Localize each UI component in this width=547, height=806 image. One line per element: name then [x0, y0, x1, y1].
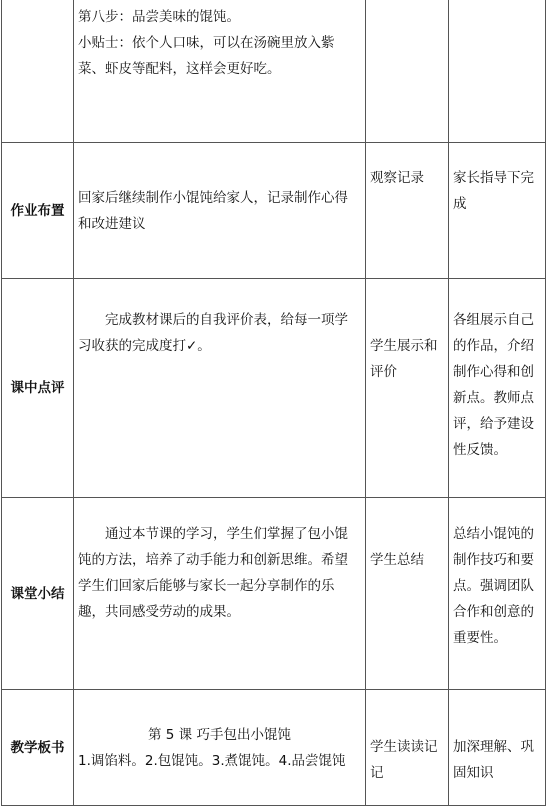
- table-row: [2, 143, 546, 279]
- content-cell: [74, 143, 366, 279]
- student-activity-text: 学生读读记记: [370, 738, 438, 781]
- row-label: 课中点评: [2, 279, 74, 498]
- design-intent-text: 家长指导下完成: [453, 170, 534, 212]
- self-evaluation-text: 完成教材课后的自我评价表，给每一项学习收获的完成度打✓。: [78, 312, 348, 354]
- table-row: [2, 0, 546, 143]
- content-cell: [74, 0, 366, 143]
- design-intent-text: 加深理解、巩固知识: [453, 738, 534, 781]
- lesson-plan-table: [1, 0, 546, 806]
- homework-text: 回家后继续制作小馄饨给家人，记录制作心得和改进建议: [78, 189, 348, 232]
- row-label: [2, 0, 74, 143]
- student-activity-text: 学生展示和评价: [370, 338, 438, 380]
- student-activity-cell: [366, 279, 449, 498]
- student-activity-text: 学生总结: [370, 552, 424, 568]
- design-intent-cell: [449, 0, 546, 143]
- board-title: 第 5 课 巧手包出小馄饨: [148, 726, 291, 743]
- content-cell: [74, 690, 366, 806]
- table-row: [2, 690, 546, 806]
- content-cell: [74, 498, 366, 690]
- tip-text: 小贴士：依个人口味，可以在汤碗里放入紫菜、虾皮等配料，这样会更好吃。: [78, 35, 335, 77]
- row-label: 教学板书: [2, 690, 74, 806]
- design-intent-text: 各组展示自己的作品，介绍制作心得和创新点。教师点评，给予建设性反馈。: [453, 312, 534, 458]
- row-label: 作业布置: [2, 143, 74, 279]
- design-intent-cell: [449, 143, 546, 279]
- design-intent-cell: [449, 279, 546, 498]
- row-label: 课堂小结: [2, 498, 74, 690]
- table-row: [2, 498, 546, 690]
- summary-text: 通过本节课的学习，学生们掌握了包小馄饨的方法，培养了动手能力和创新思维。希望学生们回家后能够与家长一起分享制作的乐趣，共同感受劳动的成果。: [78, 526, 348, 620]
- student-activity-cell: [366, 0, 449, 143]
- design-intent-cell: [449, 498, 546, 690]
- design-intent-text: 总结小馄饨的制作技巧和要点。强调团队合作和创意的重要性。: [453, 526, 534, 646]
- student-activity-cell: [366, 498, 449, 690]
- student-activity-cell: [366, 690, 449, 806]
- student-activity-text: 观察记录: [370, 170, 424, 186]
- design-intent-cell: [449, 690, 546, 806]
- content-cell: [74, 279, 366, 498]
- board-steps: 1.调馅料。2.包馄饨。3.煮馄饨。4.品尝馄饨: [78, 752, 346, 769]
- step-text: 第八步：品尝美味的馄饨。: [78, 9, 240, 25]
- table-row: [2, 279, 546, 498]
- student-activity-cell: [366, 143, 449, 279]
